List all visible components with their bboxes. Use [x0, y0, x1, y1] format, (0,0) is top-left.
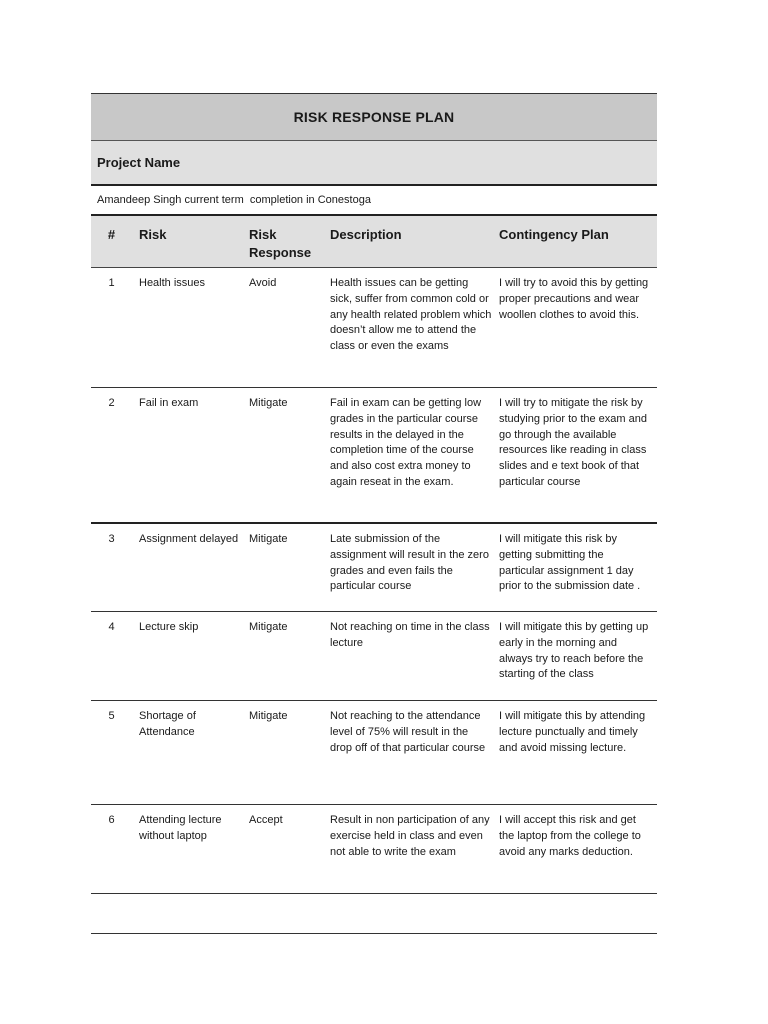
row-number: 1: [108, 277, 115, 289]
row-number: 6: [108, 814, 115, 826]
risk-cell: Assignment delayed: [139, 533, 239, 545]
column-header-number: #: [107, 227, 116, 242]
table-header: [91, 216, 657, 268]
risk-response-plan-document: [91, 93, 657, 934]
row-number: 5: [108, 710, 115, 722]
response-cell: Mitigate: [249, 710, 288, 722]
description-cell: Fail in exam can be getting low grades in the particular course results in the delayed in the completion time of the course and also cost extra money to again reseat in the exam.: [330, 397, 482, 488]
description-cell: Late submission of the assignment will result in the zero grades and even fails the particular course: [330, 533, 489, 593]
response-cell: Mitigate: [249, 397, 288, 409]
contingency-cell: I will mitigate this by attending lecture punctually and timely and avoid missing lecture.: [499, 710, 646, 754]
document-title: RISK RESPONSE PLAN: [91, 93, 657, 141]
contingency-cell: I will mitigate this risk by getting submitting the particular assignment 1 day prior to the submission date .: [499, 533, 641, 593]
table-row: [91, 388, 657, 524]
description-cell: Health issues can be getting sick, suffer from common cold or any health related problem which doesn’t allow me to attend the class or even the exams: [330, 277, 492, 353]
contingency-cell: I will accept this risk and get the laptop from the college to avoid any marks deduction.: [499, 814, 641, 858]
risk-cell: Fail in exam: [139, 397, 199, 409]
table-row: [91, 524, 657, 612]
risk-cell: Attending lecture without laptop: [139, 814, 222, 842]
response-cell: Mitigate: [249, 533, 288, 545]
risk-cell: Shortage of Attendance: [139, 710, 196, 738]
column-header-response: Risk Response: [249, 227, 312, 260]
project-name-value: Amandeep Singh current term completion in Conestoga: [91, 186, 657, 216]
description-cell: Not reaching to the attendance level of 75% will result in the drop off of that particular course: [330, 710, 486, 754]
row-number: 2: [108, 397, 115, 409]
row-number: 3: [108, 533, 115, 545]
response-cell: Mitigate: [249, 621, 288, 633]
row-number: 4: [108, 621, 115, 633]
description-cell: Result in non participation of any exercise held in class and even not able to write the exam: [330, 814, 490, 858]
response-cell: Avoid: [249, 277, 277, 289]
column-header-risk: Risk: [139, 227, 167, 242]
table-row: [91, 701, 657, 805]
contingency-cell: I will try to avoid this by getting proper precautions and wear woollen clothes to avoid this.: [499, 277, 649, 321]
table-row: [91, 805, 657, 894]
risk-cell: Lecture skip: [139, 621, 199, 633]
empty-table-row: [91, 894, 657, 934]
project-name-label: Project Name: [91, 141, 657, 186]
table-row: [91, 612, 657, 701]
risk-cell: Health issues: [139, 277, 206, 289]
response-cell: Accept: [249, 814, 283, 826]
description-cell: Not reaching on time in the class lecture: [330, 621, 490, 649]
column-header-contingency: Contingency Plan: [499, 227, 609, 242]
table-row: [91, 268, 657, 388]
contingency-cell: I will try to mitigate the risk by studying prior to the exam and go through the available resources like reading in class slides and e text book of that particular course: [499, 397, 647, 488]
column-header-description: Description: [330, 227, 402, 242]
contingency-cell: I will mitigate this by getting up early in the morning and always try to reach before the starting of the class: [499, 621, 649, 681]
